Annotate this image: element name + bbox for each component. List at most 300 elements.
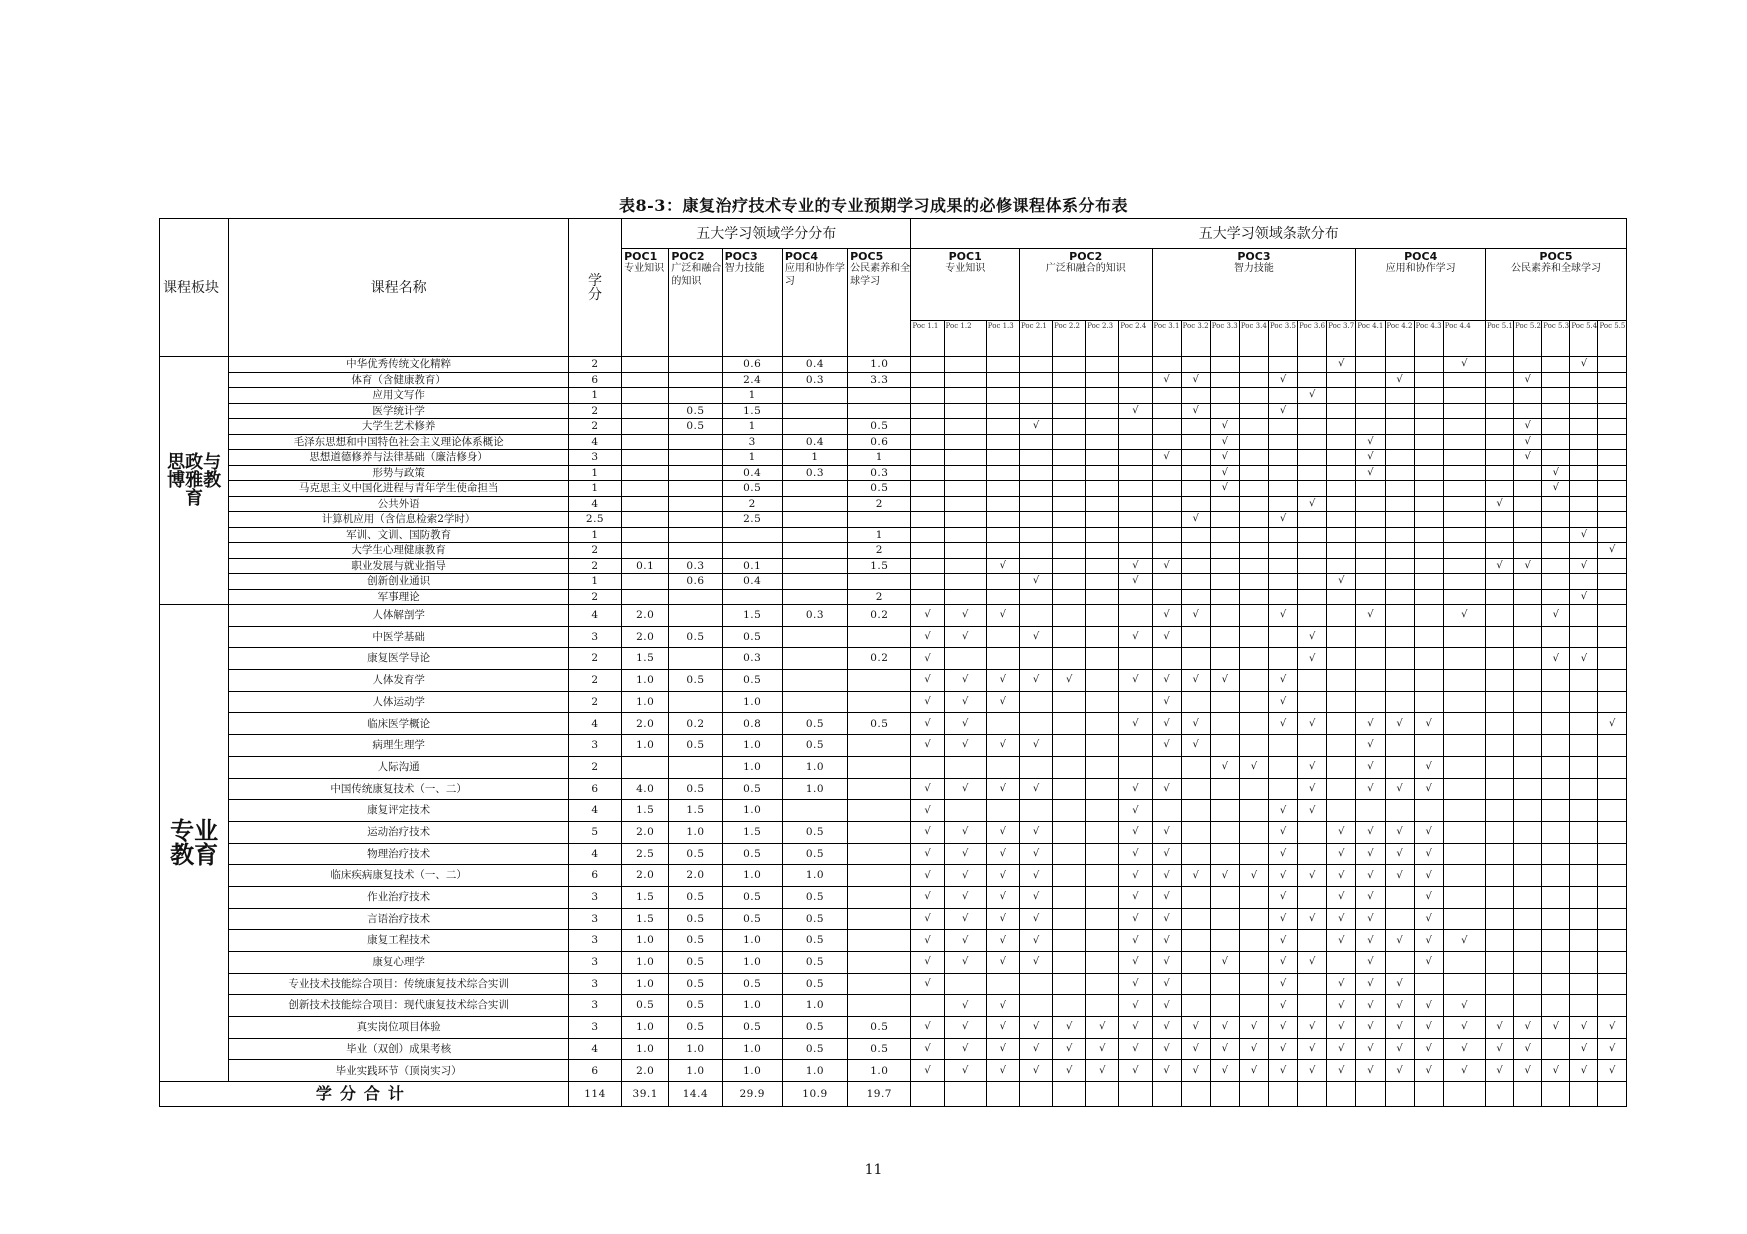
empty-clause-cell (1152, 481, 1181, 497)
poc-code: POC1 (624, 250, 658, 263)
empty-clause-cell (911, 481, 944, 497)
empty-clause-cell (1598, 512, 1627, 528)
empty-clause-cell (1053, 973, 1086, 995)
empty-clause-cell (944, 388, 986, 404)
check-mark: √ (911, 1017, 944, 1039)
empty-clause-cell (1542, 626, 1570, 648)
poc-credit-value: 0.5 (782, 1017, 847, 1039)
course-credit: 2 (568, 419, 621, 435)
empty-clause-cell (1181, 973, 1210, 995)
empty-clause-cell (1570, 481, 1598, 497)
poc-credit-value (782, 481, 847, 497)
check-mark: √ (1152, 1060, 1181, 1082)
check-mark: √ (1298, 496, 1327, 512)
empty-clause-cell (1239, 543, 1268, 559)
empty-clause-cell (1443, 886, 1485, 908)
empty-clause-cell (1298, 357, 1327, 373)
empty-clause-cell (1570, 465, 1598, 481)
check-mark: √ (944, 670, 986, 692)
check-mark: √ (1443, 995, 1485, 1017)
check-mark: √ (1269, 800, 1298, 822)
empty-clause-cell (1152, 648, 1181, 670)
poc-credit-value: 0.5 (782, 886, 847, 908)
table-row (160, 691, 1627, 713)
empty-clause-cell (1356, 481, 1385, 497)
empty-clause-cell (1210, 543, 1239, 559)
table-row (160, 450, 1627, 466)
empty-clause-cell (1269, 648, 1298, 670)
empty-clause-cell (1414, 465, 1443, 481)
course-credit: 6 (568, 778, 621, 800)
empty-clause-cell (1443, 821, 1485, 843)
empty-clause-cell (1514, 886, 1542, 908)
empty-clause-cell (911, 419, 944, 435)
poc-code: POC5 (1539, 250, 1573, 263)
empty-clause-cell (1443, 481, 1485, 497)
empty-clause-cell (1119, 434, 1152, 450)
empty-clause-cell (1269, 574, 1298, 590)
empty-clause-cell (1385, 512, 1414, 528)
empty-clause-cell (1485, 778, 1513, 800)
course-credit: 3 (568, 930, 621, 952)
course-credit: 4 (568, 713, 621, 735)
empty-clause-cell (1019, 558, 1052, 574)
empty-clause-cell (1443, 388, 1485, 404)
empty-clause-cell (1385, 648, 1414, 670)
empty-clause-cell (1542, 450, 1570, 466)
table-row (160, 973, 1627, 995)
empty-clause-cell (1414, 691, 1443, 713)
check-mark: √ (1152, 973, 1181, 995)
poc-credit-value (782, 388, 847, 404)
table-row (160, 735, 1627, 757)
poc-credit-value: 0.4 (782, 434, 847, 450)
empty-clause-cell (1385, 450, 1414, 466)
check-mark: √ (1327, 1017, 1356, 1039)
empty-clause-cell (1542, 558, 1570, 574)
check-mark: √ (944, 605, 986, 627)
empty-clause-cell (1356, 589, 1385, 605)
check-mark: √ (1119, 952, 1152, 974)
empty-clause-cell (1181, 481, 1210, 497)
empty-clause-cell (1514, 465, 1542, 481)
empty-clause-cell (1356, 512, 1385, 528)
course-name: 应用文写作 (229, 388, 569, 404)
empty-clause-cell (1485, 403, 1513, 419)
empty-clause-cell (1181, 648, 1210, 670)
table-title: 表8-3：康复治疗技术专业的专业预期学习成果的必修课程体系分布表 (619, 196, 1128, 215)
empty-clause-cell (1514, 973, 1542, 995)
check-mark: √ (1152, 1017, 1181, 1039)
check-mark: √ (1152, 821, 1181, 843)
empty-clause-cell (1443, 403, 1485, 419)
empty-clause-cell (1239, 930, 1268, 952)
empty-clause-cell (1210, 372, 1239, 388)
empty-clause-cell (1514, 403, 1542, 419)
empty-clause-cell (1086, 1082, 1119, 1107)
poc-credit-value: 2.5 (722, 512, 782, 528)
empty-clause-cell (1598, 589, 1627, 605)
table-row (160, 496, 1627, 512)
poc-sub-label: Poc 4.3 (1414, 321, 1443, 357)
empty-clause-cell (1542, 419, 1570, 435)
check-mark: √ (911, 691, 944, 713)
table-row (160, 995, 1627, 1017)
poc-credit-value: 0.5 (669, 995, 722, 1017)
check-mark: √ (1298, 952, 1327, 974)
empty-clause-cell (1053, 481, 1086, 497)
table-row (160, 388, 1627, 404)
poc-credit-value: 1.0 (722, 1060, 782, 1082)
check-mark: √ (1152, 691, 1181, 713)
empty-clause-cell (1053, 419, 1086, 435)
empty-clause-cell (1269, 481, 1298, 497)
check-mark: √ (1152, 605, 1181, 627)
course-name: 马克思主义中国化进程与青年学生使命担当 (229, 481, 569, 497)
poc-credit-value: 2.0 (622, 626, 669, 648)
total-poc-value: 39.1 (622, 1082, 669, 1107)
poc-desc: 公民素养和全球学习 (850, 263, 911, 287)
course-credit: 2 (568, 403, 621, 419)
empty-clause-cell (1598, 908, 1627, 930)
empty-clause-cell (1053, 450, 1086, 466)
table-row (160, 1017, 1627, 1039)
poc-credit-value (622, 756, 669, 778)
table-row (160, 403, 1627, 419)
empty-clause-cell (1152, 589, 1181, 605)
check-mark: √ (1485, 558, 1513, 574)
empty-clause-cell (1086, 527, 1119, 543)
empty-clause-cell (1356, 691, 1385, 713)
check-mark: √ (944, 886, 986, 908)
course-name: 人体解剖学 (229, 605, 569, 627)
poc-credit-value: 0.5 (669, 973, 722, 995)
table-row (160, 605, 1627, 627)
empty-clause-cell (1514, 512, 1542, 528)
empty-clause-cell (1327, 605, 1356, 627)
empty-clause-cell (1152, 527, 1181, 543)
check-mark: √ (1356, 1017, 1385, 1039)
course-credit: 4 (568, 800, 621, 822)
check-mark: √ (1570, 1060, 1598, 1082)
check-mark: √ (1443, 930, 1485, 952)
empty-clause-cell (1485, 930, 1513, 952)
check-mark: √ (1119, 1060, 1152, 1082)
check-mark: √ (1356, 908, 1385, 930)
poc-credit-value: 1.0 (622, 691, 669, 713)
poc-credit-value (622, 419, 669, 435)
empty-clause-cell (1298, 512, 1327, 528)
empty-clause-cell (1086, 450, 1119, 466)
empty-clause-cell (1269, 465, 1298, 481)
empty-clause-cell (1269, 756, 1298, 778)
check-mark: √ (1269, 952, 1298, 974)
poc-credit-value (622, 388, 669, 404)
empty-clause-cell (1598, 800, 1627, 822)
poc-credit-value: 0.5 (722, 1017, 782, 1039)
check-mark: √ (1570, 527, 1598, 543)
check-mark: √ (1385, 1060, 1414, 1082)
empty-clause-cell (1356, 574, 1385, 590)
empty-clause-cell (1327, 512, 1356, 528)
empty-clause-cell (1598, 357, 1627, 373)
empty-clause-cell (1485, 450, 1513, 466)
empty-clause-cell (1598, 527, 1627, 543)
empty-clause-cell (1152, 403, 1181, 419)
poc-credit-value: 0.5 (722, 908, 782, 930)
poc-credit-value (622, 527, 669, 543)
empty-clause-cell (1210, 713, 1239, 735)
empty-clause-cell (986, 434, 1019, 450)
check-mark: √ (1152, 930, 1181, 952)
check-mark: √ (911, 648, 944, 670)
empty-clause-cell (986, 648, 1019, 670)
empty-clause-cell (1385, 691, 1414, 713)
empty-clause-cell (986, 527, 1019, 543)
poc-desc: 广泛和融合的知识 (671, 263, 722, 287)
poc-credit-value (669, 465, 722, 481)
empty-clause-cell (1086, 434, 1119, 450)
empty-clause-cell (1414, 626, 1443, 648)
empty-clause-cell (911, 512, 944, 528)
empty-clause-cell (1181, 543, 1210, 559)
empty-clause-cell (1298, 605, 1327, 627)
check-mark: √ (1542, 648, 1570, 670)
empty-clause-cell (1239, 496, 1268, 512)
check-mark: √ (1298, 908, 1327, 930)
empty-clause-cell (1327, 496, 1356, 512)
empty-clause-cell (1019, 357, 1052, 373)
check-mark: √ (1181, 1060, 1210, 1082)
check-mark: √ (1119, 626, 1152, 648)
course-credit: 2 (568, 543, 621, 559)
check-mark: √ (1570, 1038, 1598, 1060)
empty-clause-cell (1086, 713, 1119, 735)
check-mark: √ (1119, 908, 1152, 930)
empty-clause-cell (1485, 691, 1513, 713)
poc-credit-value (848, 930, 911, 952)
empty-clause-cell (1181, 843, 1210, 865)
table-header (160, 219, 1627, 357)
poc-credit-value: 0.1 (622, 558, 669, 574)
poc-credit-value: 1.5 (722, 403, 782, 419)
poc-credit-value (848, 821, 911, 843)
empty-clause-cell (1086, 648, 1119, 670)
empty-clause-cell (1327, 372, 1356, 388)
empty-clause-cell (1019, 434, 1052, 450)
empty-clause-cell (1443, 574, 1485, 590)
check-mark: √ (1598, 713, 1627, 735)
empty-clause-cell (1152, 357, 1181, 373)
check-mark: √ (1356, 450, 1385, 466)
total-poc-value: 29.9 (722, 1082, 782, 1107)
empty-clause-cell (1485, 886, 1513, 908)
empty-clause-cell (1514, 865, 1542, 887)
empty-clause-cell (1514, 800, 1542, 822)
poc-credit-value (622, 589, 669, 605)
empty-clause-cell (1327, 558, 1356, 574)
check-mark: √ (1210, 952, 1239, 974)
empty-clause-cell (1443, 450, 1485, 466)
poc-credit-value: 1.5 (848, 558, 911, 574)
check-mark: √ (911, 605, 944, 627)
empty-clause-cell (1485, 713, 1513, 735)
empty-clause-cell (1053, 930, 1086, 952)
check-mark: √ (1019, 952, 1052, 974)
empty-clause-cell (1086, 589, 1119, 605)
poc-code: POC2 (1069, 250, 1103, 263)
poc-credit-value: 1.0 (622, 1038, 669, 1060)
poc-credit-value: 1.0 (722, 930, 782, 952)
empty-clause-cell (1385, 952, 1414, 974)
poc-credit-value (848, 800, 911, 822)
poc-credit-value: 1.0 (622, 930, 669, 952)
empty-clause-cell (1542, 995, 1570, 1017)
poc-credit-value: 0.5 (848, 713, 911, 735)
check-mark: √ (911, 1038, 944, 1060)
empty-clause-cell (1443, 756, 1485, 778)
check-mark: √ (1327, 821, 1356, 843)
empty-clause-cell (1327, 713, 1356, 735)
table-row (160, 372, 1627, 388)
check-mark: √ (1210, 670, 1239, 692)
empty-clause-cell (1514, 908, 1542, 930)
empty-clause-cell (1327, 403, 1356, 419)
empty-clause-cell (1542, 512, 1570, 528)
empty-clause-cell (1053, 843, 1086, 865)
empty-clause-cell (986, 713, 1019, 735)
empty-clause-cell (1298, 558, 1327, 574)
empty-clause-cell (1239, 626, 1268, 648)
empty-clause-cell (1443, 527, 1485, 543)
check-mark: √ (1019, 1017, 1052, 1039)
empty-clause-cell (1514, 735, 1542, 757)
empty-clause-cell (1119, 648, 1152, 670)
empty-clause-cell (1356, 626, 1385, 648)
empty-clause-cell (1210, 558, 1239, 574)
check-mark: √ (1181, 735, 1210, 757)
empty-clause-cell (1210, 388, 1239, 404)
check-mark: √ (986, 778, 1019, 800)
poc-credit-value (782, 419, 847, 435)
check-mark: √ (1210, 450, 1239, 466)
poc-credit-value: 0.3 (782, 605, 847, 627)
check-mark: √ (1019, 843, 1052, 865)
empty-clause-cell (1086, 995, 1119, 1017)
empty-clause-cell (1542, 713, 1570, 735)
empty-clause-cell (1598, 574, 1627, 590)
poc-credit-header-4 (782, 249, 847, 357)
check-mark: √ (1152, 670, 1181, 692)
poc-credit-value: 1.5 (722, 605, 782, 627)
empty-clause-cell (1542, 778, 1570, 800)
empty-clause-cell (1542, 372, 1570, 388)
poc-desc: 广泛和融合的知识 (1045, 263, 1126, 274)
check-mark: √ (1356, 973, 1385, 995)
empty-clause-cell (1119, 496, 1152, 512)
empty-clause-cell (1298, 670, 1327, 692)
poc-credit-value: 0.5 (722, 843, 782, 865)
check-mark: √ (911, 713, 944, 735)
empty-clause-cell (944, 648, 986, 670)
check-mark: √ (1327, 1060, 1356, 1082)
poc-credit-value (622, 372, 669, 388)
empty-clause-cell (1514, 995, 1542, 1017)
empty-clause-cell (1485, 589, 1513, 605)
poc-desc: 应用和协作学习 (1385, 263, 1456, 274)
course-credit: 1 (568, 465, 621, 481)
empty-clause-cell (1514, 543, 1542, 559)
check-mark: √ (1570, 558, 1598, 574)
check-mark: √ (1414, 756, 1443, 778)
poc-code: POC1 (948, 250, 982, 263)
empty-clause-cell (1485, 821, 1513, 843)
empty-clause-cell (1053, 713, 1086, 735)
empty-clause-cell (1181, 930, 1210, 952)
poc-credit-value: 0.5 (782, 821, 847, 843)
check-mark: √ (1385, 821, 1414, 843)
poc-sub-label: Poc 1.1 (911, 321, 944, 357)
check-mark: √ (1385, 973, 1414, 995)
empty-clause-cell (1542, 843, 1570, 865)
poc-credit-value: 1 (722, 419, 782, 435)
course-credit: 3 (568, 995, 621, 1017)
total-credit: 114 (568, 1082, 621, 1107)
empty-clause-cell (1239, 995, 1268, 1017)
empty-clause-cell (1570, 605, 1598, 627)
empty-clause-cell (1485, 512, 1513, 528)
poc-sub-label: Poc 4.4 (1443, 321, 1485, 357)
empty-clause-cell (1570, 865, 1598, 887)
empty-clause-cell (911, 574, 944, 590)
empty-clause-cell (1570, 403, 1598, 419)
empty-clause-cell (1119, 543, 1152, 559)
empty-clause-cell (1210, 691, 1239, 713)
check-mark: √ (944, 778, 986, 800)
empty-clause-cell (1053, 357, 1086, 373)
check-mark: √ (1385, 865, 1414, 887)
empty-clause-cell (1181, 496, 1210, 512)
empty-clause-cell (1542, 800, 1570, 822)
empty-clause-cell (1598, 865, 1627, 887)
empty-clause-cell (1119, 512, 1152, 528)
poc-credit-value (782, 648, 847, 670)
check-mark: √ (1086, 1060, 1119, 1082)
poc-credit-value: 1.0 (622, 1017, 669, 1039)
course-credit: 5 (568, 821, 621, 843)
check-mark: √ (1598, 1017, 1627, 1039)
table-body (160, 357, 1627, 1107)
empty-clause-cell (1181, 908, 1210, 930)
empty-clause-cell (1053, 800, 1086, 822)
empty-clause-cell (1414, 605, 1443, 627)
check-mark: √ (1181, 713, 1210, 735)
empty-clause-cell (1210, 973, 1239, 995)
empty-clause-cell (1356, 388, 1385, 404)
poc-credit-value: 2 (848, 589, 911, 605)
empty-clause-cell (1053, 589, 1086, 605)
empty-clause-cell (1570, 670, 1598, 692)
empty-clause-cell (1053, 886, 1086, 908)
poc-credit-value: 0.5 (669, 908, 722, 930)
course-credit: 3 (568, 952, 621, 974)
poc-credit-value: 1.0 (848, 357, 911, 373)
check-mark: √ (1152, 995, 1181, 1017)
empty-clause-cell (1443, 908, 1485, 930)
check-mark: √ (1119, 865, 1152, 887)
poc-credit-value: 2.0 (669, 865, 722, 887)
empty-clause-cell (911, 357, 944, 373)
